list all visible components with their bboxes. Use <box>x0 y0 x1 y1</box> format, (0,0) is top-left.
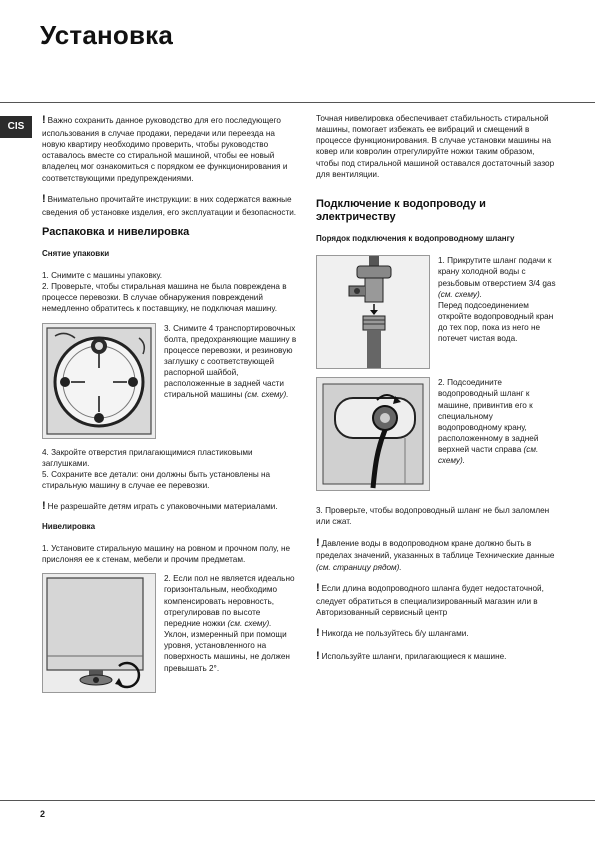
warning-used-hoses: ! Никогда не пользуйтесь б/у шлангами. <box>316 627 469 640</box>
left-column <box>42 113 297 701</box>
hose-step-3: 3. Проверьте, чтобы водопроводный шланг не был заломлен или сжат. <box>316 506 550 527</box>
warning-children: ! Не разрешайте детям играть с упаковочными материалами. <box>42 500 278 513</box>
hose-step-2: 2. Подсоедините водопроводный шланг к машине, привинтив его к специальному водопроводному крану, расположенному в задней верхней части справа (см. схему). <box>438 378 539 466</box>
transport-bolts-illustration <box>42 323 156 439</box>
step-5: 5. Сохраните все детали: они должны быть установлены на стиральную машину в случае ее перевозки. <box>42 469 271 490</box>
right-column <box>316 113 556 672</box>
transport-bolts-figure-row <box>42 323 297 439</box>
step-1: 1. Снимите с машины упаковку. <box>42 270 163 280</box>
subheading-remove-packaging: Снятие упаковки <box>42 249 110 259</box>
leveling-figure-row <box>42 573 297 693</box>
page-number: 2 <box>40 809 46 819</box>
machine-inlet-illustration <box>316 377 430 491</box>
warning-exclamation-icon: ! <box>316 649 320 662</box>
warning-exclamation-icon: ! <box>316 536 320 549</box>
step-2: 2. Проверьте, чтобы стиральная машина не была повреждена в процессе перевозки. В случае обнаружения повреждений немедленно обратитесь к поставщику, не подключая машину. <box>42 282 287 314</box>
hose-step-1: 1. Прикрутите шланг подачи к крану холодной воды с резьбовым отверстием 3/4 gas (см. схему). Перед подсоединением откройте водопроводный кран до тех пор, пока из него не потечет чистая вода. <box>438 256 556 344</box>
header-divider <box>0 102 595 103</box>
level-step-1: 1. Установите стиральную машину на ровном и прочном полу, не прислоняя ее к стенам, мебели и прочим предметам. <box>42 543 291 565</box>
machine-inlet-figure-row <box>316 377 556 491</box>
warning-exclamation-icon: ! <box>42 192 46 205</box>
heading-water-connection: Подключение к водопроводу и электричеству <box>316 197 486 224</box>
note-read-instructions: ! Внимательно прочитайте инструкции: в них содержатся важные сведения об установке изделия, его эксплуатации и безопасности. <box>42 192 297 217</box>
tap-figure-row <box>316 255 556 369</box>
language-tab: CIS <box>0 116 32 138</box>
warning-exclamation-icon: ! <box>42 114 46 126</box>
level-step-2: 2. Если пол не является идеально горизонтальным, необходимо компенсировать неровность, отрегулировав по высоте передние ножки (см. схему). Уклон, измеренный при помощи уровня, установленного на поверхность машины, не должен превышать 2°. <box>164 574 295 673</box>
warning-water-pressure: ! Давление воды в водопроводном кране должно быть в пределах значений, указанных в таблице Технические данные (см. страницу рядом). <box>316 536 555 572</box>
page-title: Установка <box>40 20 174 50</box>
warning-exclamation-icon: ! <box>316 627 320 640</box>
warning-supplied-hoses: ! Используйте шланги, прилагающиеся к машине. <box>316 649 507 662</box>
warning-hose-length: ! Если длина водопроводного шланга будет недостаточной, следует обратиться в специализированный магазин или в Авторизованный сервисный центр <box>316 581 544 617</box>
leveling-feet-illustration <box>42 573 156 693</box>
warning-exclamation-icon: ! <box>42 500 46 513</box>
step-4: 4. Закройте отверстия прилагающимися пластиковыми заглушками. <box>42 447 253 468</box>
step-3: 3. Снимите 4 транспортировочных болта, предохраняющие машину в процессе перевозки, и резиновую заглушку с соответствующей распорной шайбой, расположенные в задней части стиральной машины (см. схему). <box>164 323 297 400</box>
cold-water-tap-illustration <box>316 255 430 369</box>
note-keep-manual: ! Важно сохранить данное руководство для его последующего использования в случае продажи, передачи или переезда на новую квартиру необходимо проверить, чтобы руководство оставалось вместе со стиральной машиной, чтобы ее новый владелец мог ознакомиться с порядком ее функционирования и соответствующими предупреждениями. <box>42 114 288 183</box>
footer-divider <box>0 800 595 801</box>
subheading-leveling: Нивелировка <box>42 522 96 532</box>
warning-exclamation-icon: ! <box>316 581 320 594</box>
subheading-hose-procedure: Порядок подключения к водопроводному шлангу <box>316 234 515 244</box>
leveling-intro: Точная нивелировка обеспечивает стабильность стиральной машины, помогает избежать ее вибраций и смещений в процессе функционирования. В случае установки машины на ковер или ковролин отрегулируйте ножки таким образом, чтобы под стиральной машиной оставался достаточный зазор для вентиляции. <box>316 114 555 179</box>
heading-unpacking: Распаковка и нивелировка <box>42 225 190 238</box>
